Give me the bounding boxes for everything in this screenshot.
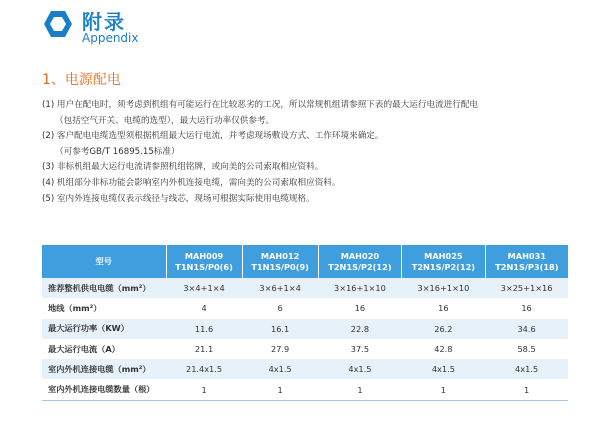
model-header: [242, 245, 318, 278]
table-cell: 22.8: [318, 319, 401, 339]
table-cell: 27.9: [242, 339, 318, 359]
table-cell: 4x1.5: [402, 359, 485, 379]
table-row: [42, 319, 568, 339]
table-cell: 4x1.5: [318, 359, 401, 379]
table-cell: 1: [166, 379, 242, 400]
row-label: 最大运行功率（KW）: [42, 319, 166, 339]
table-cell: 16: [318, 298, 401, 318]
table-cell: 3×16+1×10: [318, 278, 401, 298]
note-item: （包括空气开关、电缆的选型），最大运行功率仅供参考。: [55, 115, 275, 126]
table-header-row: [42, 245, 568, 278]
model-line2: T1N1S/P0(9): [251, 261, 309, 272]
table-cell: 4: [166, 298, 242, 318]
page-subtitle: Appendix: [82, 31, 139, 45]
table-cell: 3×16+1×10: [402, 278, 485, 298]
row-label: 室内外机连接电缆（mm²）: [42, 359, 166, 379]
page-title: 附录: [82, 10, 126, 34]
model-line2: T2N1S/P2(12): [328, 261, 392, 272]
table-cell: 4x1.5: [485, 359, 568, 379]
power-spec-table: [42, 245, 568, 401]
table-row: [42, 359, 568, 379]
notes-list: [42, 98, 572, 207]
note-item: (2) 客户配电电缆选型须根据机组最大运行电流，并考虑现场敷设方式、工作环境来确定。: [42, 131, 384, 142]
model-line2: T2N1S/P3(18): [495, 261, 559, 272]
table-cell: 21.1: [166, 339, 242, 359]
note-item: (3) 非标机组最大运行电流请参照机组铭牌，或向美的公司索取相应资料。: [42, 162, 324, 173]
table-cell: 6: [242, 298, 318, 318]
section-title: 1、电源配电: [42, 72, 121, 88]
model-line1: MAH009: [184, 250, 224, 261]
table-cell: 3×25+1×16: [485, 278, 568, 298]
table-cell: 42.8: [402, 339, 485, 359]
table-cell: 26.2: [402, 319, 485, 339]
model-header: [402, 245, 485, 278]
table-cell: 1: [318, 379, 401, 400]
model-line2: T1N1S/P0(6): [175, 261, 233, 272]
table-row: [42, 339, 568, 359]
note-item: (5) 室内外连接电缆仅表示线径与线芯，现场可根据实际使用电缆规格。: [42, 193, 315, 204]
table-cell: 1: [485, 379, 568, 400]
table-cell: 58.5: [485, 339, 568, 359]
model-line1: MAH020: [340, 250, 380, 261]
table-cell: 1: [242, 379, 318, 400]
table-row: [42, 379, 568, 400]
note-item: (1) 用户在配电时，须考虑到机组有可能运行在比较恶劣的工况，所以常规机组请参照下表的最大运行电流进行配电: [42, 100, 479, 110]
row-label: 推荐整机供电电缆（mm²）: [42, 278, 166, 298]
table-cell: 16.1: [242, 319, 318, 339]
row-label: 最大运行电流（A）: [42, 339, 166, 359]
table-cell: 3×4+1×4: [166, 278, 242, 298]
table-cell: 4x1.5: [242, 359, 318, 379]
table-cell: 21.4x1.5: [166, 359, 242, 379]
model-header: [485, 245, 568, 278]
table-cell: 3×6+1×4: [242, 278, 318, 298]
table-cell: 16: [402, 298, 485, 318]
table-row: [42, 298, 568, 318]
model-line1: MAH025: [424, 250, 463, 261]
model-line1: MAH012: [260, 250, 300, 261]
corner-header: 型号: [42, 245, 166, 278]
table-cell: 37.5: [318, 339, 401, 359]
row-label: 室内外机连接电缆数量（根）: [42, 379, 166, 400]
table-cell: 1: [402, 379, 485, 400]
table-cell: 16: [485, 298, 568, 318]
table-cell: 11.6: [166, 319, 242, 339]
model-header: [166, 245, 242, 278]
model-header: [318, 245, 401, 278]
hexagon-logo-icon: [43, 9, 73, 39]
row-label: 地线（mm²）: [42, 298, 166, 318]
note-item: (4) 机组部分非标功能会影响室内外机连接电缆，需向美的公司索取相应资料。: [42, 177, 341, 188]
model-line2: T2N1S/P2(12): [411, 261, 476, 272]
table-row: [42, 278, 568, 298]
note-item: （可参考GB/T 16895.15标准）: [55, 146, 180, 157]
model-line1: MAH031: [507, 250, 547, 261]
table-cell: 34.6: [485, 319, 568, 339]
